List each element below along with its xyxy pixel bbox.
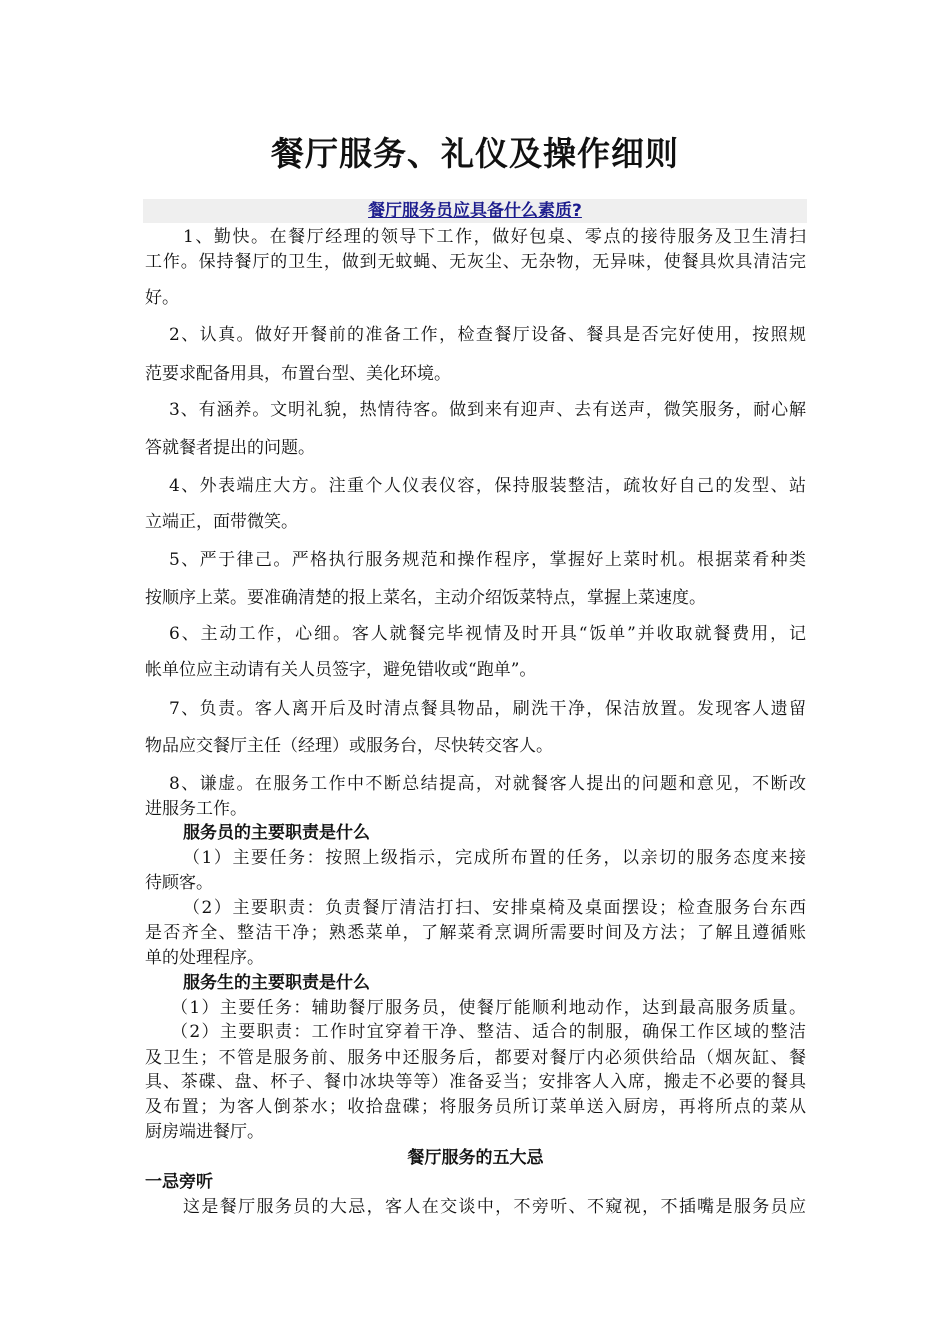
paragraph-line: （1）主要任务：按照上级指示，完成所布置的任务，以亲切的服务态度来接 (183, 848, 806, 868)
section-heading: 餐厅服务的五大忌 (407, 1148, 544, 1168)
paragraph-line: （1）主要任务：辅助餐厅服务员，使餐厅能顺利地动作，达到最高服务质量。 (171, 998, 806, 1018)
paragraph-line: 答就餐者提出的问题。 (145, 438, 315, 458)
paragraph-line: 物品应交餐厅主任（经理）或服务台，尽快转交客人。 (145, 736, 553, 756)
paragraph-line: 帐单位应主动请有关人员签字，避免错收或“跑单”。 (145, 660, 537, 680)
paragraph-line: 6、主动工作，心细。客人就餐完毕视情及时开具“饭单”并收取就餐费用，记 (169, 624, 806, 644)
paragraph-line: 5、严于律己。严格执行服务规范和操作程序，掌握好上菜时机。根据菜肴种类 (169, 550, 806, 570)
paragraph-line: 厨房端进餐厅。 (145, 1122, 264, 1142)
paragraph-line: 2、认真。做好开餐前的准备工作，检查餐厅设备、餐具是否完好使用，按照规 (169, 325, 806, 345)
section-heading-link[interactable]: 餐厅服务员应具备什么素质? (368, 201, 582, 221)
paragraph-line: 及布置；为客人倒茶水；收拾盘碟；将服务员所订菜单送入厨房，再将所点的菜从 (145, 1097, 806, 1117)
paragraph-line: 3、有涵养。文明礼貌，热情待客。做到来有迎声、去有送声，微笑服务，耐心解 (169, 400, 806, 420)
paragraph-line: 8、谦虚。在服务工作中不断总结提高，对就餐客人提出的问题和意见，不断改 (169, 774, 806, 794)
subheading: 服务员的主要职责是什么 (183, 823, 370, 843)
paragraph-line: 1、勤快。在餐厅经理的领导下工作，做好包桌、零点的接待服务及卫生清扫 (183, 227, 806, 247)
paragraph-line: 4、外表端庄大方。注重个人仪表仪容，保持服装整洁，疏妆好自己的发型、站 (169, 476, 806, 496)
paragraph-line: 立端正，面带微笑。 (145, 512, 298, 532)
paragraph-line: 及卫生；不管是服务前、服务中还服务后，都要对餐厅内必须供给品（烟灰缸、餐 (145, 1048, 806, 1068)
document-title: 餐厅服务、礼仪及操作细则 (271, 134, 679, 173)
paragraph-line: 范要求配备用具，布置台型、美化环境。 (145, 364, 451, 384)
paragraph-line: 是否齐全、整洁干净；熟悉菜单，了解菜肴烹调所需要时间及方法；了解且遵循账 (145, 923, 806, 943)
paragraph-line: 工作。保持餐厅的卫生，做到无蚊蝇、无灰尘、无杂物，无异味，使餐具炊具清洁完 (145, 252, 806, 272)
paragraph-line: 进服务工作。 (145, 799, 247, 819)
paragraph-line: 具、茶碟、盘、杯子、餐巾冰块等等）准备妥当；安排客人入席，搬走不必要的餐具 (145, 1072, 806, 1092)
paragraph-line: 待顾客。 (145, 873, 213, 893)
subheading: 一忌旁听 (145, 1172, 213, 1192)
subheading: 服务生的主要职责是什么 (183, 973, 370, 993)
paragraph-line: 按顺序上菜。要准确清楚的报上菜名，主动介绍饭菜特点，掌握上菜速度。 (145, 588, 706, 608)
paragraph-line: 7、负责。客人离开后及时清点餐具物品，刷洗干净，保洁放置。发现客人遗留 (169, 699, 806, 719)
section-heading-bar (143, 199, 807, 223)
paragraph-line: 好。 (145, 288, 179, 308)
paragraph-line: （2）主要职责：工作时宜穿着干净、整洁、适合的制服，确保工作区域的整洁 (171, 1022, 806, 1042)
paragraph-line: 单的处理程序。 (145, 948, 264, 968)
paragraph-line: 这是餐厅服务员的大忌，客人在交谈中，不旁听、不窥视，不插嘴是服务员应 (183, 1197, 806, 1217)
paragraph-line: （2）主要职责：负责餐厅清洁打扫、安排桌椅及桌面摆设；检查服务台东西 (183, 898, 806, 918)
